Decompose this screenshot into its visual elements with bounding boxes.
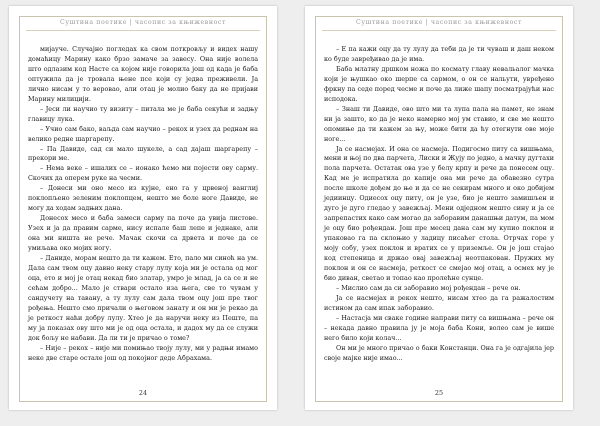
paragraph: Он ми је много причао о баки Констанци. Она га је одгајила јер своје мајке није имао...	[324, 343, 554, 362]
right-page	[305, 6, 573, 410]
header-rule	[26, 30, 260, 31]
paragraph: – Знаш ти Давиде, ово што ми та лупа пала на памет, не знам ни ја зашто, ко да је неко намерно мој ум ставио, и све ме нешто опомиње да ти кажем за њу, може бити да ћу отегнути ове моје ноге...	[324, 104, 554, 143]
page-number-right: 25	[434, 389, 444, 397]
paragraph: – Јеси ли научио ту визиту – питала ме је баба секући и задњу главицу лука.	[28, 104, 258, 123]
paragraph: Ја се насмејах и рекох нешто, нисам хтео да га ражалостим истином да сам ипак заборавио.	[324, 293, 554, 312]
running-header-right	[316, 19, 562, 26]
paragraph: Донесох месо и баба замеси сарму па поче да увија листове. Узех и ја да правим сарме, нису испале баш лепе и једнаке, али она ми ништа не рече. Мачак скочи са дрвета и поче да се умиљава око мојих ногу.	[28, 214, 258, 253]
left-page-frame	[19, 16, 267, 402]
paragraph: – Није – рекох – није ми помињао твоју лулу, ми у радњи имамо неке две старе остале још од покојног деде Абрахама.	[28, 343, 258, 362]
page-number-left: 24	[138, 389, 148, 397]
paragraph: – Даниде, морам нешто да ти кажем. Ето, пало ми синоћ на ум. Дала сам твом оцу давно неку стару лулу која ми је остала од мог оца, ето и мој је отац некад био златар, умро је млад, ја са се и не сећам добро... Мало је ствари остало иза њега, све то чувам у сандучету на тавану, а ту лулу сам дала твом оцу још пре твог рођења. Нешто смо причали о његовом занату и он ми је рекао да је реткост наћи добру лулу. Хтео је да наручи неку из Пеште, па му ја показах ову што ми је од оца остала, и дадох му да се служи док бољу не набави. Да ли ти је причао о томе?	[28, 254, 258, 342]
paragraph: – Нема веке – ишалих се – ионако ћемо ми појести ову сарму. Скочих да оперем руке на чесми.	[28, 164, 258, 183]
running-header-left	[20, 19, 266, 26]
right-page-frame	[315, 16, 563, 402]
header-rule	[322, 30, 556, 31]
running-header-text: Суштина поетике | часопис за књижевност	[355, 19, 523, 26]
running-header-text: Суштина поетике | часопис за књижевност	[59, 19, 227, 26]
left-page	[9, 6, 277, 410]
paragraph: – Па Давиде, сад си мало шукеле, а сад дајаш шаргарепу – прекори ме.	[28, 144, 258, 163]
left-page-text	[28, 45, 258, 364]
paragraph: – Настасја ми сваке године направи питу са вишњама – рече он – некада давно правила ју је моја баба Кони, волео сам је више него било који колач...	[324, 313, 554, 342]
paragraph: Ја се насмејах. И она се насмеја. Подигосмо питу са вишњама, мени и њој по два парчета, Лиски и Жују по једно, а мачку дугтахи пола парчета. Остатак ова узе у белу крпу и рече да понесем оцу. Кад ме је испратила до капије она ми рече да обавезно сутра после школе дођем до ње и да се не секирам много и око добијем једиинцу. Одиесох оцу питу, он је узе, био је нешто замишљен и дуго је дуго гледао у завежљај. Мени одједном нешто сину и ја се запрепастих како сам могао да заборавим данашњи датум, па мом је оцу био рођендан. Још пре месец дана сам му купио поклон и упаковао га па склоњио у ладицу писаћег стола. Отрчах горе у моју собу, узех поклон и вратих се у приземље. Он је још стајао код степеница и држао овај завежљај неотпакован. Пружих му поклон и он се насмеја, реткост се смејао мој отац, а осмех му је био диван, светао и топао као пролећне сунце.	[324, 144, 554, 282]
paragraph: – Мислио сам да си заборавио мој рођендан – рече он.	[336, 283, 521, 292]
paragraph: – Донеси ми оно месо из кујне, ено га у црвеној ванглиј поклопљено зеленим поклопцем, нешто ме боле ноге Давиде, не могу да ходам задњих дана.	[28, 184, 258, 213]
paragraph: мијауче. Случајно погледах ка свом поткровљу и видех нашу домаћицу Марину како брзо замаче за завесу. Она није волела што одлазим код Насте са којом није говорила још од када је баба оптужила да је тровала њене псе који су једва преживели. Ја лично нисам у то веровао, али отац је молио баку да не пријави Марину милицији.	[28, 45, 258, 103]
paragraph: – Е па кажи оцу да ту лулу да теби да је ти чуваш и даш неком ко буде завређивао да је има.	[324, 45, 554, 63]
paragraph: – Учио сам бако, ваљда сам научио – рекох и узех да реднам на велико редне шаргарепу.	[28, 124, 258, 143]
right-page-text	[324, 45, 554, 364]
paragraph: Баба млатну дршком ножа по космату главу невальалог мачка који је њушкао око шерпе са сармом, о он се нальути, увређено фркну па седе поред чесме и поче да лиже шапу посматрајући нас исподока.	[324, 64, 554, 103]
